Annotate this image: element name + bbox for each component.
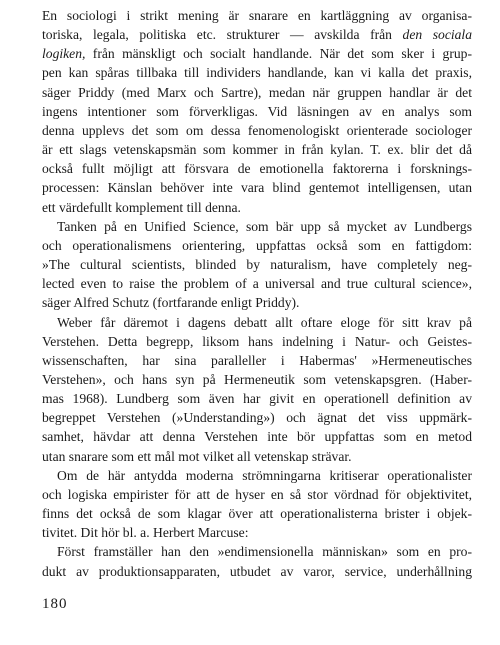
text-line: dukt av produktionsapparaten, utbudet av varor, service, underhållning: [42, 563, 472, 579]
paragraph: [42, 217, 472, 313]
text-line: Om de här antydda moderna strömningarna kritiserar operationalister: [57, 467, 472, 483]
text-line: Verstehen», och hans syn på Hermeneutik som vetenskapsgren. (Haber-: [42, 371, 472, 387]
text-line: också fullt möjligt att försvara de emotionella faktorerna i forsknings-: [42, 161, 472, 177]
text-line: processen: Känslan behöver inte vara blind gentemot intelligensen, utan: [42, 180, 472, 196]
text-line: och logiska empirister för att de hyser en så stor vördnad för objektivitet,: [42, 486, 472, 502]
text-line: lected even to raise the problem of a universal and true cultural science»,: [42, 276, 472, 292]
text-line: pen kan spåras tillbaka till individers handlande, kan vi kalla det praxis,: [42, 65, 472, 81]
text-line: säger Alfred Schutz (fortfarande enligt Priddy).: [42, 295, 300, 311]
page-number: 180: [42, 596, 68, 612]
text-line: Weber får däremot i dagens debatt allt oftare eloge för sitt krav på: [57, 314, 472, 330]
text-line: toriska, legala, politiska etc. strukturer — avskilda från den sociala: [42, 27, 473, 43]
text-line: utan snarare som ett mål mot vilket all vetenskap strävar.: [42, 448, 352, 464]
text-line: ingens intentioner som förverkligas. Vid läsningen av en analys som: [42, 103, 472, 119]
text-line: Tanken på en Unified Science, som bär upp så mycket av Lundbergs: [57, 218, 472, 234]
text-line: En sociologi i strikt mening är snarare en kartläggning av organisa-: [42, 8, 472, 23]
text-line: ett värdefullt komplement till denna.: [42, 199, 241, 215]
paragraph: [42, 466, 472, 543]
text-line: wissenschaften, har sina paralleller i Habermas' »Hermeneutisches: [42, 352, 472, 368]
text-line: Först framställer han den »endimensionella människan» som en pro-: [57, 544, 472, 560]
paragraph: [42, 542, 472, 580]
text-line: är ett slags vetenskapsmän som kommer in från kylan. T. ex. blir det då: [42, 142, 472, 158]
paragraph: [42, 313, 472, 466]
text-line: denna upplevs det som om dessa fenomenologiskt orienterade sociologer: [42, 122, 472, 138]
body-text: [42, 6, 472, 581]
text-line: begreppet Verstehen (»Understanding») och ägnat det viss uppmärk-: [42, 410, 472, 426]
text-line: säger Priddy (med Marx och Sartre), medan när gruppen handlar är det: [42, 84, 472, 100]
text-line: finns det också de som klagar över att operationalisterna brister i objek-: [42, 506, 472, 522]
text-line: »The cultural scientists, blinded by naturalism, have completely neg-: [42, 257, 472, 273]
text-line: Verstehen. Detta begrepp, liksom hans indelning i Natur- och Geistes-: [42, 333, 472, 349]
text-line: och operationalismens orientering, uppfattas också som en fattigdom:: [42, 237, 472, 253]
text-line: mas 1968). Lundberg som även har givit en operationell definition av: [42, 391, 472, 407]
text-line: logiken, från mänskligt och socialt handlande. När det som sker i grup-: [42, 46, 472, 62]
text-line: tivitet. Dit hör bl. a. Herbert Marcuse:: [42, 525, 249, 541]
text-line: samhet, hävdar att denna Verstehen inte bör uppfattas som en metod: [42, 429, 472, 445]
paragraph: [42, 6, 472, 217]
